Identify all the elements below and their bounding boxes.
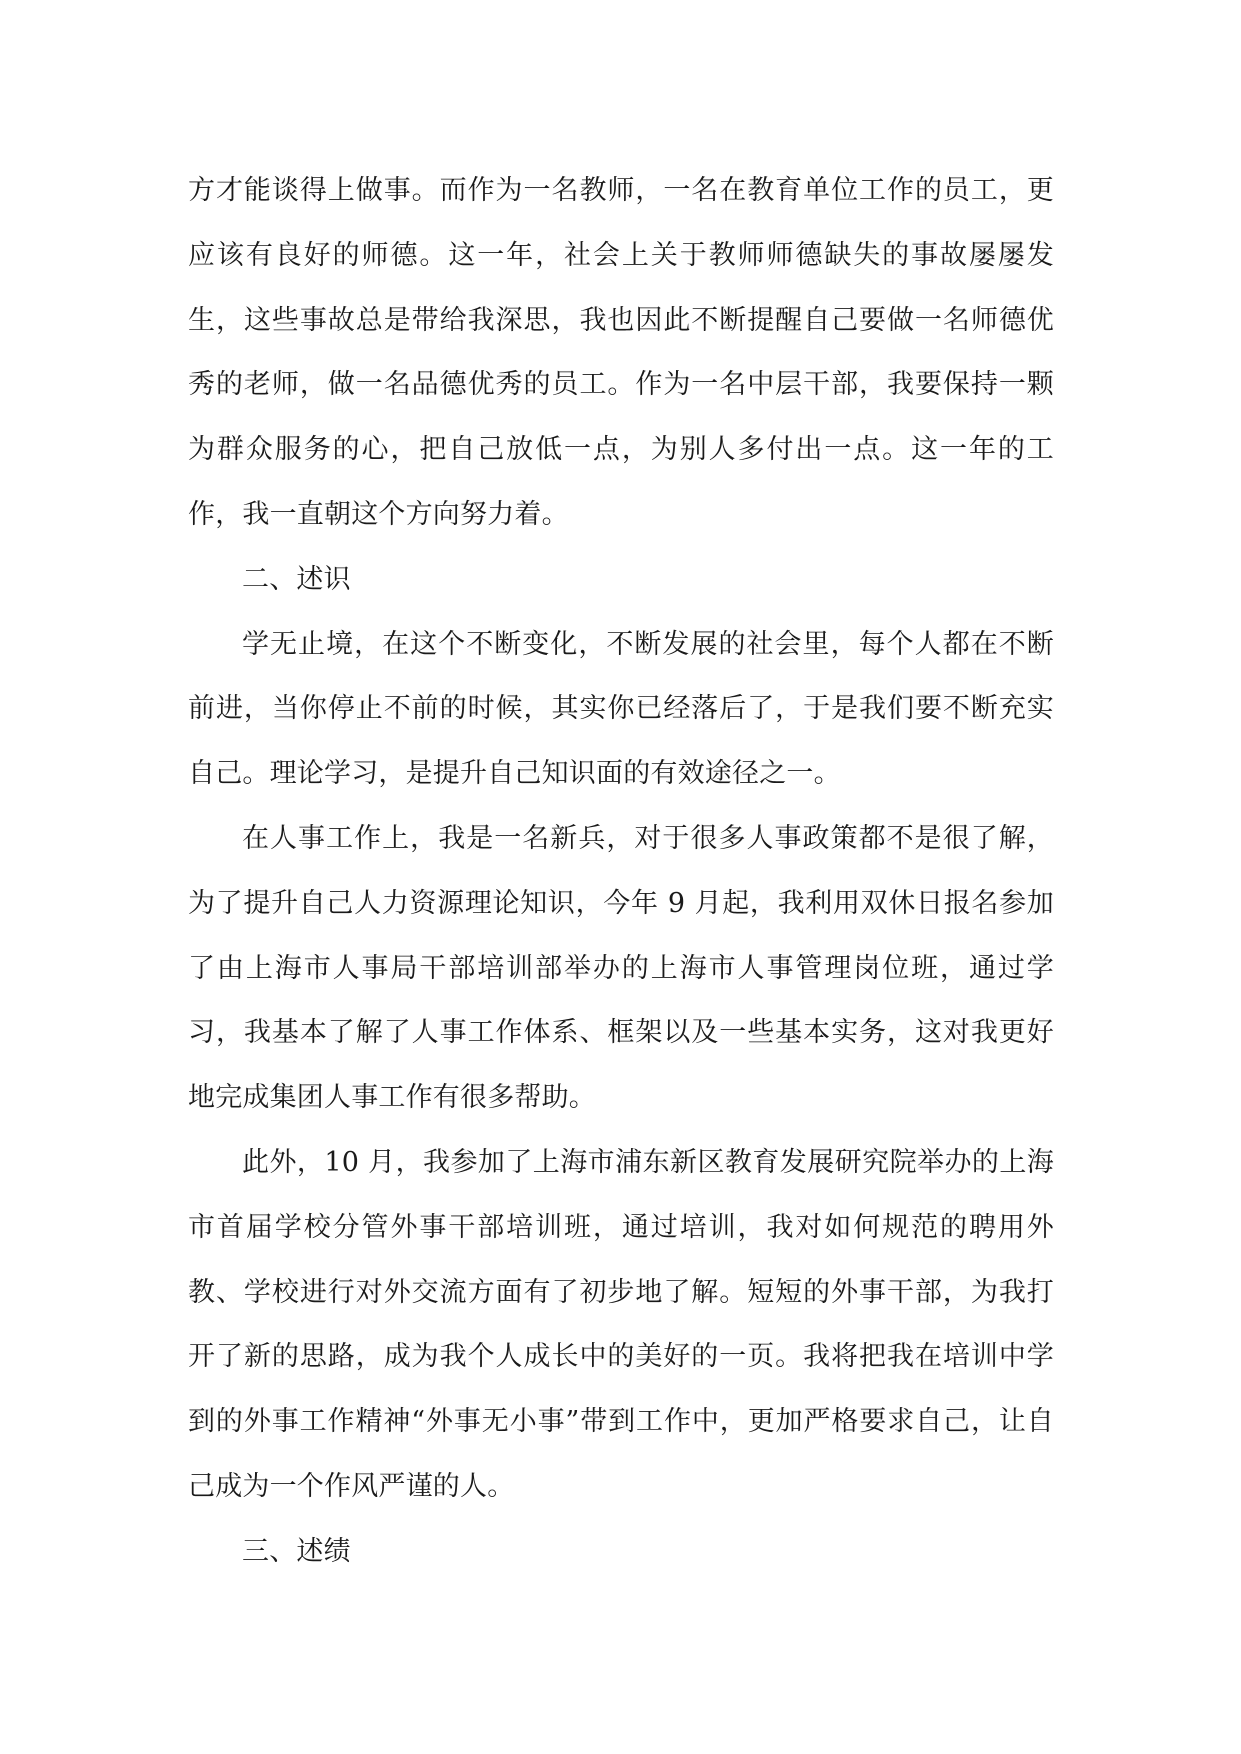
paragraph-learning: 学无止境，在这个不断变化，不断发展的社会里，每个人都在不断前进，当你停止不前的时候，其实你已经落后了，于是我们要不断充实自己。理论学习，是提升自己知识面的有效途径之一。 <box>188 628 1054 790</box>
document-body <box>188 159 1054 1585</box>
paragraph-shide-continued: 方才能谈得上做事。而作为一名教师，一名在教育单位工作的员工，更应该有良好的师德。这一年，社会上关于教师师德缺失的事故屡屡发生，这些事故总是带给我深思，我也因此不断提醒自己要做一名师德优秀的老师，做一名品德优秀的员工。作为一名中层干部，我要保持一颗为群众服务的心，把自己放低一点，为别人多付出一点。这一年的工作，我一直朝这个方向努力着。 <box>188 175 1054 530</box>
section-heading-shuji: 三、述绩 <box>242 1535 351 1567</box>
paragraph-foreign-affairs-training: 此外，10 月，我参加了上海市浦东新区教育发展研究院举办的上海市首届学校分管外事干部培训班，通过培训，我对如何规范的聘用外教、学校进行对外交流方面有了初步地了解。短短的外事干部，为我打开了新的思路，成为我个人成长中的美好的一页。我将把我在培训中学到的外事工作精神“外事无小事”带到工作中，更加严格要求自己，让自己成为一个作风严谨的人。 <box>188 1146 1054 1502</box>
section-heading-shushi: 二、述识 <box>242 563 351 595</box>
paragraph-hr-training: 在人事工作上，我是一名新兵，对于很多人事政策都不是很了解，为了提升自己人力资源理论知识，今年 9 月起，我利用双休日报名参加了由上海市人事局干部培训部举办的上海市人事管理岗位班，通过学习，我基本了解了人事工作体系、框架以及一些基本实务，这对我更好地完成集团人事工作有很多帮助。 <box>188 822 1054 1114</box>
